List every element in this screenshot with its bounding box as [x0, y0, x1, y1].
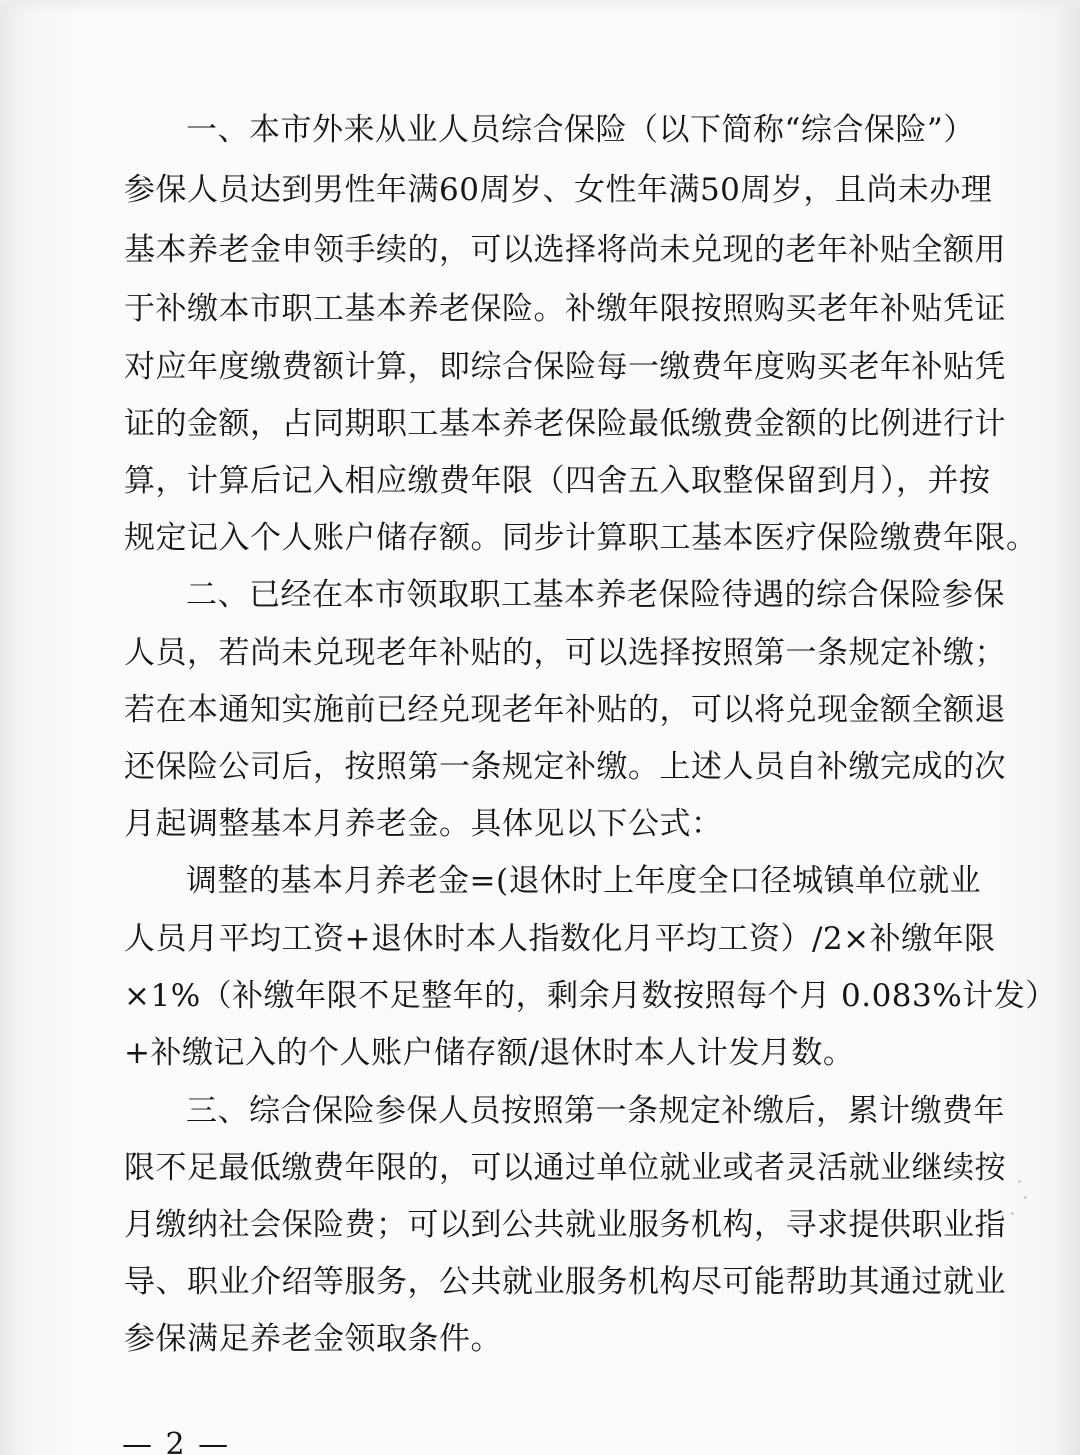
text-line: 还保险公司后，按照第一条规定补缴。上述人员自补缴完成的次 — [124, 749, 1006, 785]
text-line: 人员，若尚未兑现老年补贴的，可以选择按照第一条规定补缴； — [124, 635, 1006, 671]
text-line: ×1%（补缴年限不足整年的，剩余月数按照每个月 0.083%计发） — [124, 978, 1057, 1014]
text-line: 参保满足养老金领取条件。 — [124, 1321, 502, 1357]
text-line: 三、综合保险参保人员按照第一条规定补缴后，累计缴费年 — [186, 1093, 1005, 1129]
text-line: 月缴纳社会保险费；可以到公共就业服务机构，寻求提供职业指 — [124, 1207, 1006, 1243]
text-line: 人员月平均工资+退休时本人指数化月平均工资）/2×补缴年限 — [124, 921, 996, 957]
text-line: 调整的基本月养老金=(退休时上年度全口径城镇单位就业 — [186, 863, 982, 899]
text-line: 二、已经在本市领取职工基本养老保险待遇的综合保险参保 — [186, 577, 1005, 613]
text-line: 月起调整基本月养老金。具体见以下公式： — [124, 806, 723, 842]
text-line: 若在本通知实施前已经兑现老年补贴的，可以将兑现金额全额退 — [124, 692, 1006, 728]
text-line: 算，计算后记入相应缴费年限（四舍五入取整保留到月），并按 — [124, 463, 991, 499]
text-line: 于补缴本市职工基本养老保险。补缴年限按照购买老年补贴凭证 — [124, 291, 1006, 327]
text-line: 证的金额，占同期职工基本养老保险最低缴费金额的比例进行计 — [124, 406, 1006, 442]
text-line: 一、本市外来从业人员综合保险（以下简称“综合保险”） — [186, 112, 975, 148]
text-line: 规定记入个人账户储存额。同步计算职工基本医疗保险缴费年限。 — [124, 520, 1038, 556]
text-line: 参保人员达到男性年满60周岁、女性年满50周岁，且尚未办理 — [124, 172, 993, 208]
text-line: 导、职业介绍等服务，公共就业服务机构尽可能帮助其通过就业 — [124, 1264, 1006, 1300]
text-line: 限不足最低缴费年限的，可以通过单位就业或者灵活就业继续按 — [124, 1150, 1006, 1186]
text-line: 对应年度缴费额计算，即综合保险每一缴费年度购买老年补贴凭 — [124, 349, 1006, 385]
page-number: — 2 — — [122, 1427, 231, 1455]
text-line: 基本养老金申领手续的，可以选择将尚未兑现的老年补贴全额用 — [124, 232, 1006, 268]
text-line: +补缴记入的个人账户储存额/退休时本人计发月数。 — [124, 1035, 855, 1071]
